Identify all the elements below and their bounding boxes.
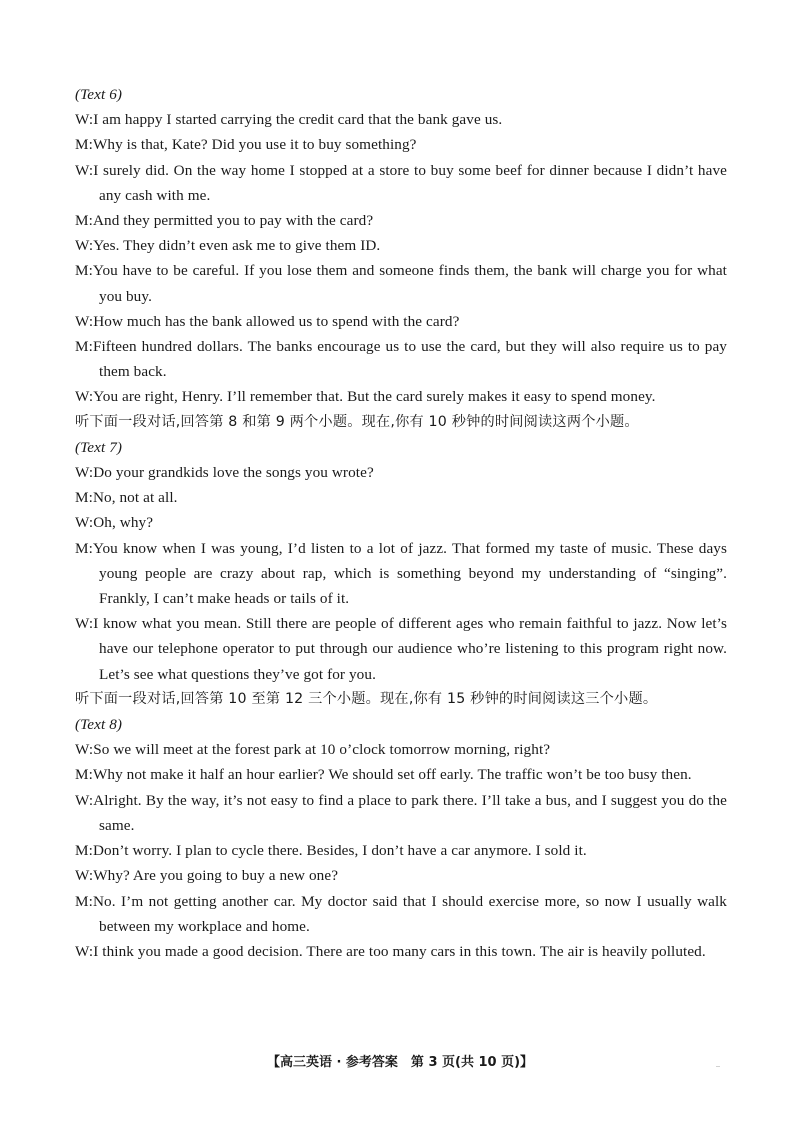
- speaker-label: M:: [75, 338, 93, 356]
- speaker-label: M:: [75, 892, 93, 910]
- text-heading: (Text 8): [75, 716, 123, 734]
- utterance-text: Do your grandkids love the songs you wrote?: [93, 464, 374, 482]
- dialogue-turn: [75, 939, 727, 964]
- utterance-text: You have to be careful. If you lose them and someone finds them, the bank will charge you for what you buy.: [92, 262, 727, 305]
- dialogue-turn: [75, 233, 727, 258]
- speaker-label: W:: [75, 791, 94, 809]
- dialogue-turn: [75, 107, 727, 132]
- speaker-label: W:: [75, 388, 94, 406]
- instruction-line: 听下面一段对话,回答第 8 和第 9 两个小题。现在,你有 10 秒钟的时间阅读这两个小题。: [75, 413, 639, 430]
- utterance-text: Why? Are you going to buy a new one?: [93, 867, 339, 885]
- speaker-label: M:: [75, 262, 93, 280]
- utterance-text: You know when I was young, I’d listen to a lot of jazz. That formed my taste of music. These days young people are crazy about rap, which is something beyond my understanding of “singing”. Frankly, I can’t make heads or tails of it.: [92, 539, 727, 608]
- utterance-text: How much has the bank allowed us to spend with the card?: [93, 312, 460, 330]
- dialogue-turn: [75, 384, 727, 409]
- utterance-text: Why is that, Kate? Did you use it to buy something?: [92, 136, 417, 154]
- text-heading: (Text 6): [75, 86, 123, 103]
- dialogue-turn: [75, 309, 727, 334]
- utterance-text: I am happy I started carrying the credit card that the bank gave us.: [93, 111, 503, 129]
- text-heading: (Text 7): [75, 438, 123, 456]
- speaker-label: M:: [75, 842, 93, 860]
- dialogue-turn: [75, 889, 727, 939]
- corner-mark: ..: [716, 1060, 720, 1069]
- utterance-text: Don’t worry. I plan to cycle there. Besides, I don’t have a car anymore. I sold it.: [92, 842, 587, 860]
- speaker-label: M:: [75, 766, 93, 784]
- dialogue-turn: [75, 208, 727, 233]
- utterance-text: I think you made a good decision. There are too many cars in this town. The air is heavily polluted.: [93, 942, 706, 960]
- utterance-text: You are right, Henry. I’ll remember that. But the card surely makes it easy to spend money.: [93, 388, 656, 406]
- dialogue-turn: [75, 863, 727, 888]
- utterance-text: And they permitted you to pay with the card?: [92, 212, 374, 230]
- speaker-label: W:: [75, 237, 94, 255]
- page-footer: 【高三英语 · 参考答案 第 3 页(共 10 页)】: [266, 1055, 534, 1070]
- speaker-label: W:: [75, 867, 94, 885]
- dialogue-turn: [75, 788, 727, 838]
- dialogue-turn: [75, 460, 727, 485]
- speaker-label: M:: [75, 212, 93, 230]
- dialogue-turn: [75, 762, 727, 787]
- speaker-label: W:: [75, 111, 94, 129]
- dialogue-turn: [75, 485, 727, 510]
- dialogue-turn: [75, 510, 727, 535]
- dialogue-turn: [75, 158, 727, 208]
- speaker-label: W:: [75, 464, 94, 482]
- dialogue-turn: [75, 536, 727, 612]
- speaker-label: W:: [75, 615, 94, 633]
- utterance-text: Fifteen hundred dollars. The banks encourage us to use the card, but they will also require us to pay them back.: [92, 338, 727, 381]
- dialogue-turn: [75, 611, 727, 687]
- speaker-label: W:: [75, 514, 94, 532]
- utterance-text: No, not at all.: [92, 489, 178, 507]
- document-body: [75, 82, 727, 964]
- dialogue-turn: [75, 258, 727, 308]
- speaker-label: M:: [75, 136, 93, 154]
- utterance-text: Yes. They didn’t even ask me to give them ID.: [93, 237, 381, 255]
- speaker-label: M:: [75, 489, 93, 507]
- dialogue-turn: [75, 737, 727, 762]
- speaker-label: M:: [75, 539, 93, 557]
- dialogue-turn: [75, 334, 727, 384]
- speaker-label: W:: [75, 161, 94, 179]
- speaker-label: W:: [75, 942, 94, 960]
- utterance-text: I know what you mean. Still there are people of different ages who remain faithful to jazz. Now let’s have our telephone operator to put through our audience who’re listening to this program right now. Let’s see what questions they’ve got for you.: [93, 615, 727, 683]
- dialogue-turn: [75, 132, 727, 157]
- utterance-text: No. I’m not getting another car. My doctor said that I should exercise more, so now I usually walk between my workplace and home.: [92, 892, 727, 935]
- speaker-label: W:: [75, 741, 94, 759]
- speaker-label: W:: [75, 312, 94, 330]
- instruction-line: 听下面一段对话,回答第 10 至第 12 三个小题。现在,你有 15 秒钟的时间阅读这三个小题。: [75, 690, 658, 707]
- utterance-text: Alright. By the way, it’s not easy to find a place to park there. I’ll take a bus, and I suggest you do the same.: [93, 791, 727, 834]
- dialogue-turn: [75, 838, 727, 863]
- utterance-text: Why not make it half an hour earlier? We should set off early. The traffic won’t be too busy then.: [92, 766, 692, 784]
- utterance-text: Oh, why?: [93, 514, 154, 532]
- utterance-text: So we will meet at the forest park at 10 o’clock tomorrow morning, right?: [93, 741, 551, 759]
- utterance-text: I surely did. On the way home I stopped at a store to buy some beef for dinner because I didn’t have any cash with me.: [93, 161, 727, 204]
